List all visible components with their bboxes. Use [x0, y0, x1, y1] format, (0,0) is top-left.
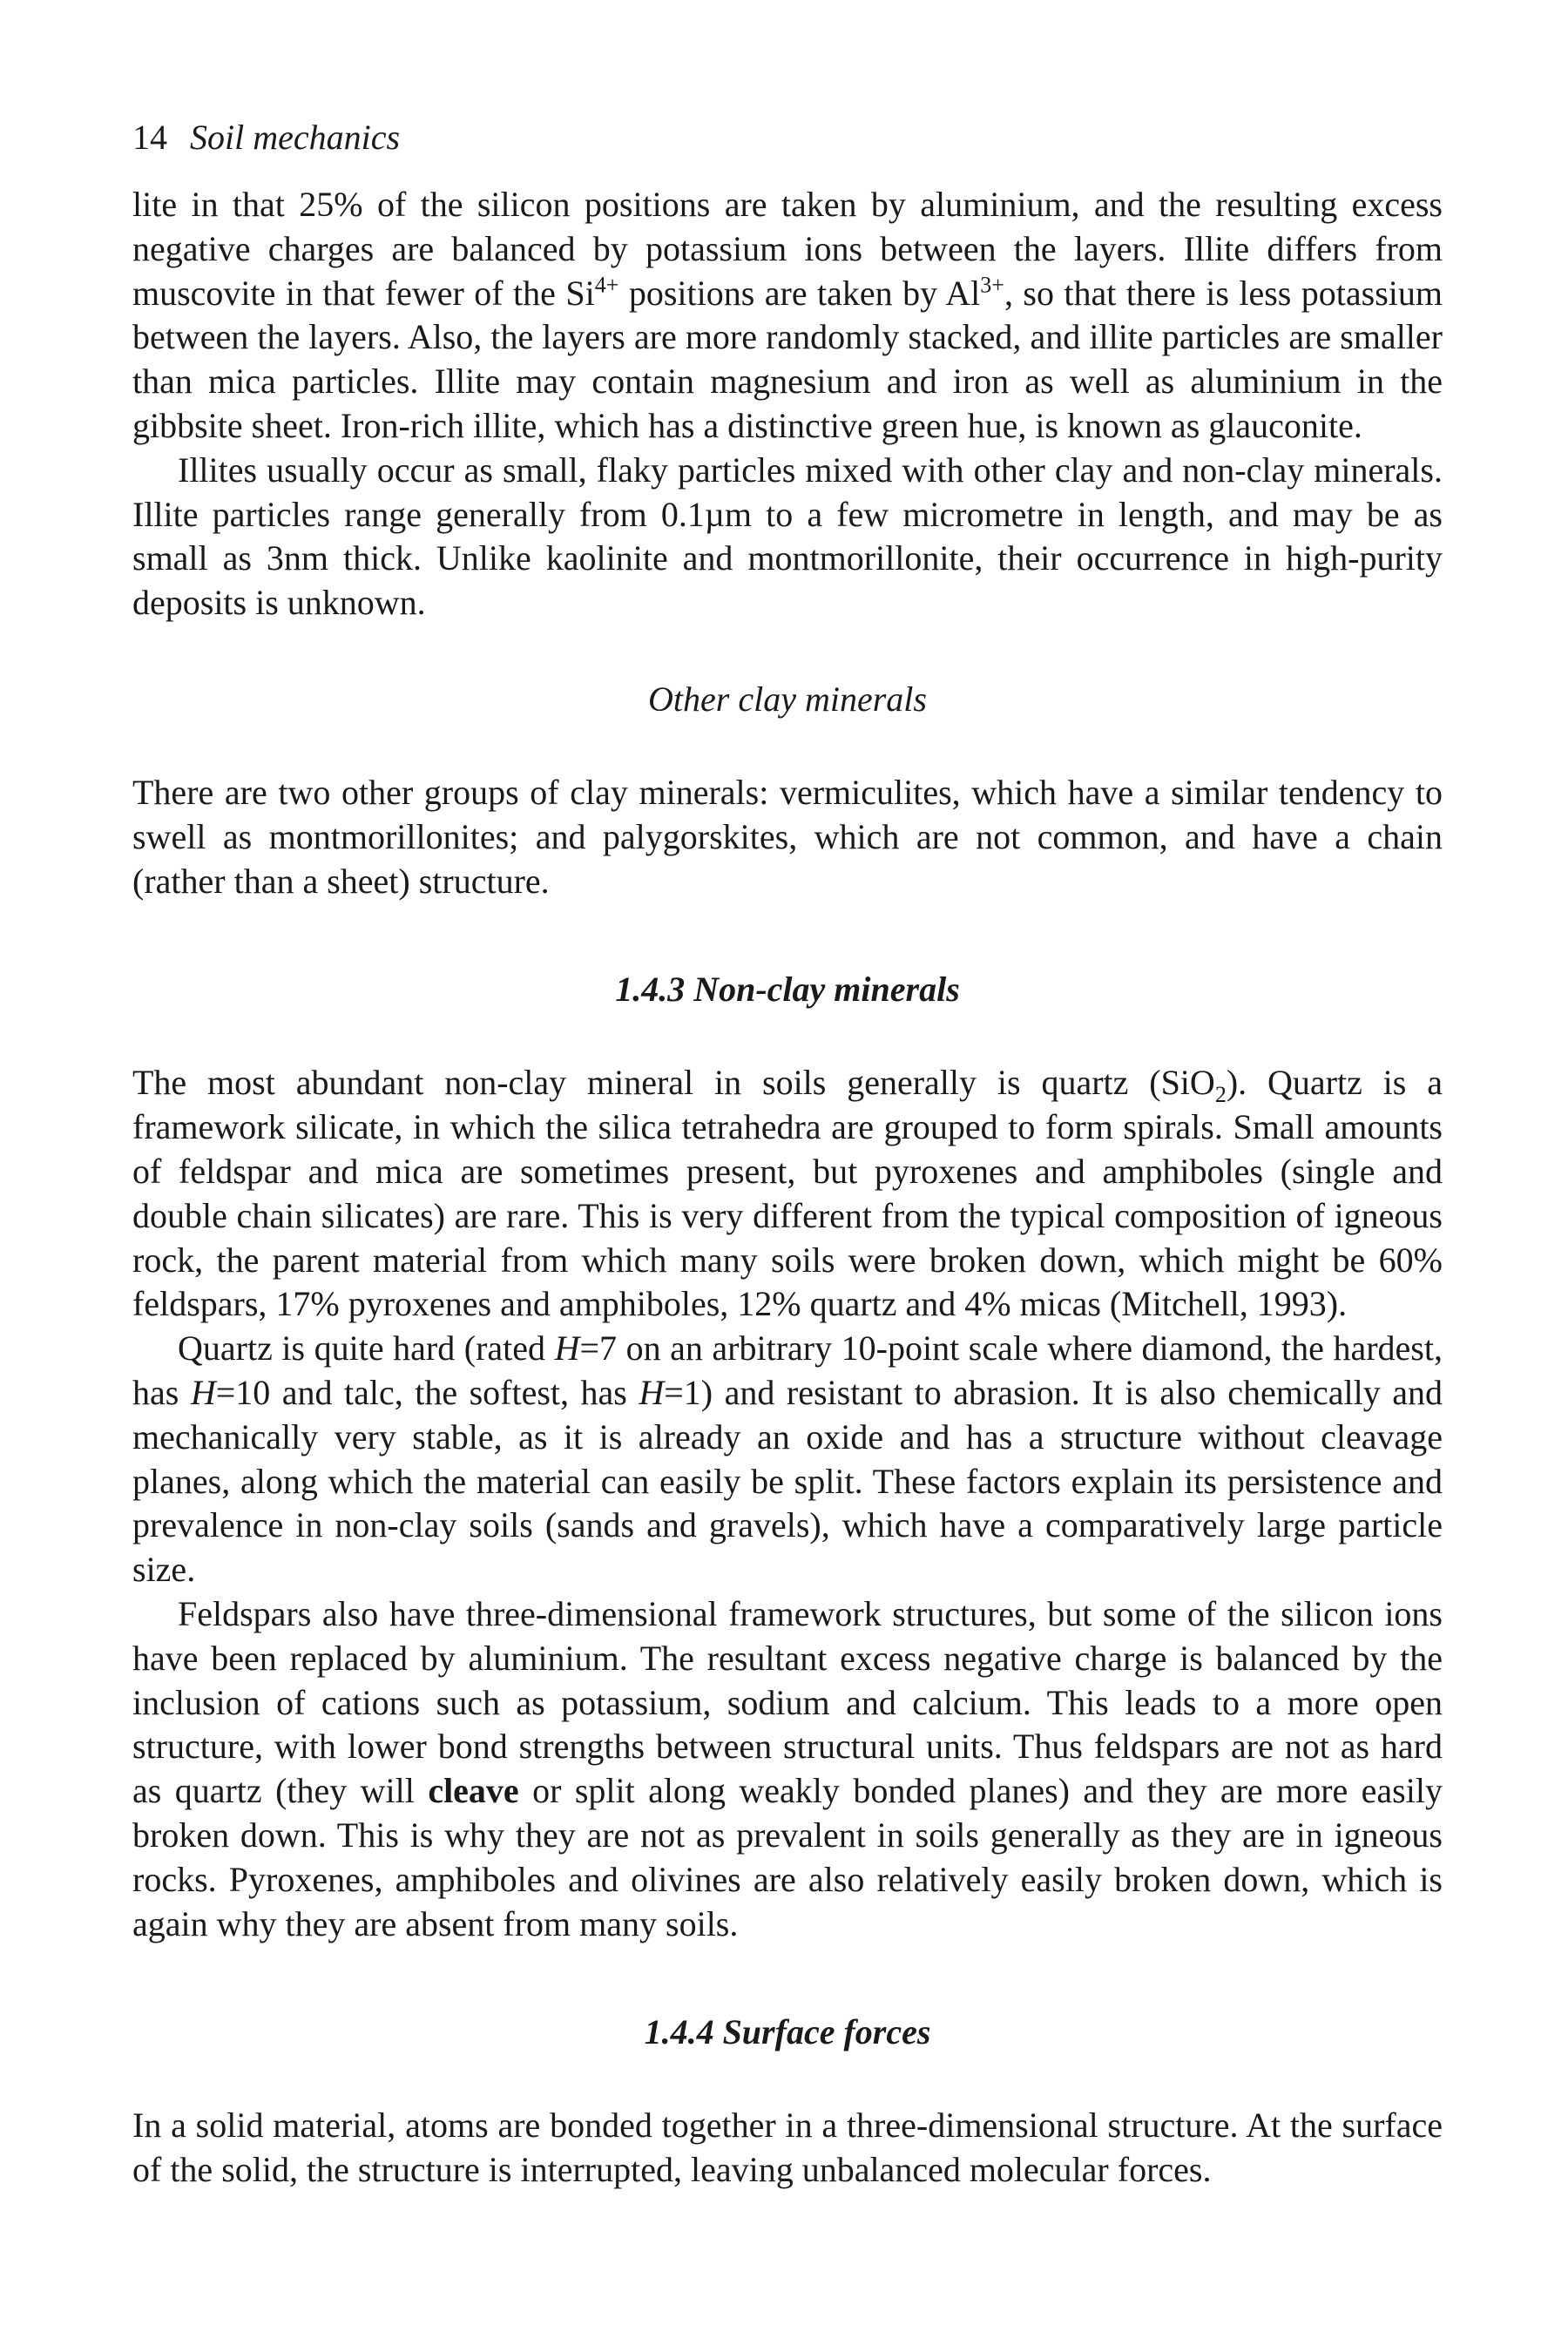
running-title: Soil mechanics	[190, 118, 401, 157]
paragraph-quartz-abundance: The most abundant non-clay mineral in soils generally is quartz (SiO$_2$). Quartz is a framework silicate, in which the silica tetrahedra are grouped to form spirals. Small amounts of feldspar and mica are sometimes present, but pyroxenes and amphiboles (single and double chain silicates) are rare. This is very different from the typical composition of igneous rock, the parent material from which many soils were broken down, which might be 60% feldspars, 17% pyroxenes and amphiboles, 12% quartz and 4% micas (Mitchell, 1993).	[132, 1063, 1443, 1324]
running-head	[132, 112, 1443, 164]
paragraph-surface-forces: In a solid material, atoms are bonded together in a three-dimensional structure. At the surface of the solid, the structure is interrupted, leaving unbalanced molecular forces.	[132, 2105, 1443, 2190]
section-heading-surface-forces: 1.4.4 Surface forces	[644, 2012, 931, 2052]
paragraph-illite-particles: Illites usually occur as small, flaky particles mixed with other clay and non-clay minerals. Illite particles range generally from 0.1µm to a few micrometre in length, and may be as small as 3nm thick. Unlike kaolinite and montmorillonite, their occurrence in high-purity deposits is unknown.	[132, 449, 1443, 623]
paragraph-quartz-hardness: Quartz is quite hard (rated H=7 on an arbitrary 10-point scale where diamond, the hardest, has H=10 and talc, the softest, has H=1) and resistant to abrasion. It is also chemically and mechanically very stable, as it is already an oxide and has a structure without cleavage planes, along which the material can easily be split. These factors explain its persistence and prevalence in non-clay soils (sands and gravels), which have a comparatively large particle size.	[132, 1328, 1443, 1590]
paragraph-illite-continued: lite in that 25% of the silicon positions are taken by aluminium, and the resulting excess negative charges are balanced by potassium ions between the layers. Illite differs from muscovite in that fewer of the $Si^{4+}$ positions are taken by $Al^{3+}$, so that there is less potassium between the layers. Also, the layers are more randomly stacked, and illite particles are smaller than mica particles. Illite may contain magnesium and iron as well as aluminium in the gibbsite sheet. Iron-rich illite, which has a distinctive green hue, is known as glauconite.	[132, 185, 1443, 445]
page-number: 14	[132, 118, 167, 157]
subheading-other-clay-minerals: Other clay minerals	[648, 679, 927, 719]
section-heading-non-clay-minerals: 1.4.3 Non-clay minerals	[615, 970, 960, 1010]
paragraph-feldspars: Feldspars also have three-dimensional framework structures, but some of the silicon ions have been replaced by aluminium. The resultant excess negative charge is balanced by the inclusion of cations such as potassium, sodium and calcium. This leads to a more open structure, with lower bond strengths between structural units. Thus feldspars are not as hard as quartz (they will cleave or split along weakly bonded planes) and they are more easily broken down. This is why they are not as prevalent in soils generally as they are in igneous rocks. Pyroxenes, amphiboles and olivines are also relatively easily broken down, which is again why they are absent from many soils.	[132, 1593, 1443, 1943]
paragraph-other-clay-minerals: There are two other groups of clay minerals: vermiculites, which have a similar tendency to swell as montmorillonites; and palygorskites, which are not common, and have a chain (rather than a sheet) structure.	[132, 772, 1443, 901]
book-page	[132, 112, 1443, 2193]
